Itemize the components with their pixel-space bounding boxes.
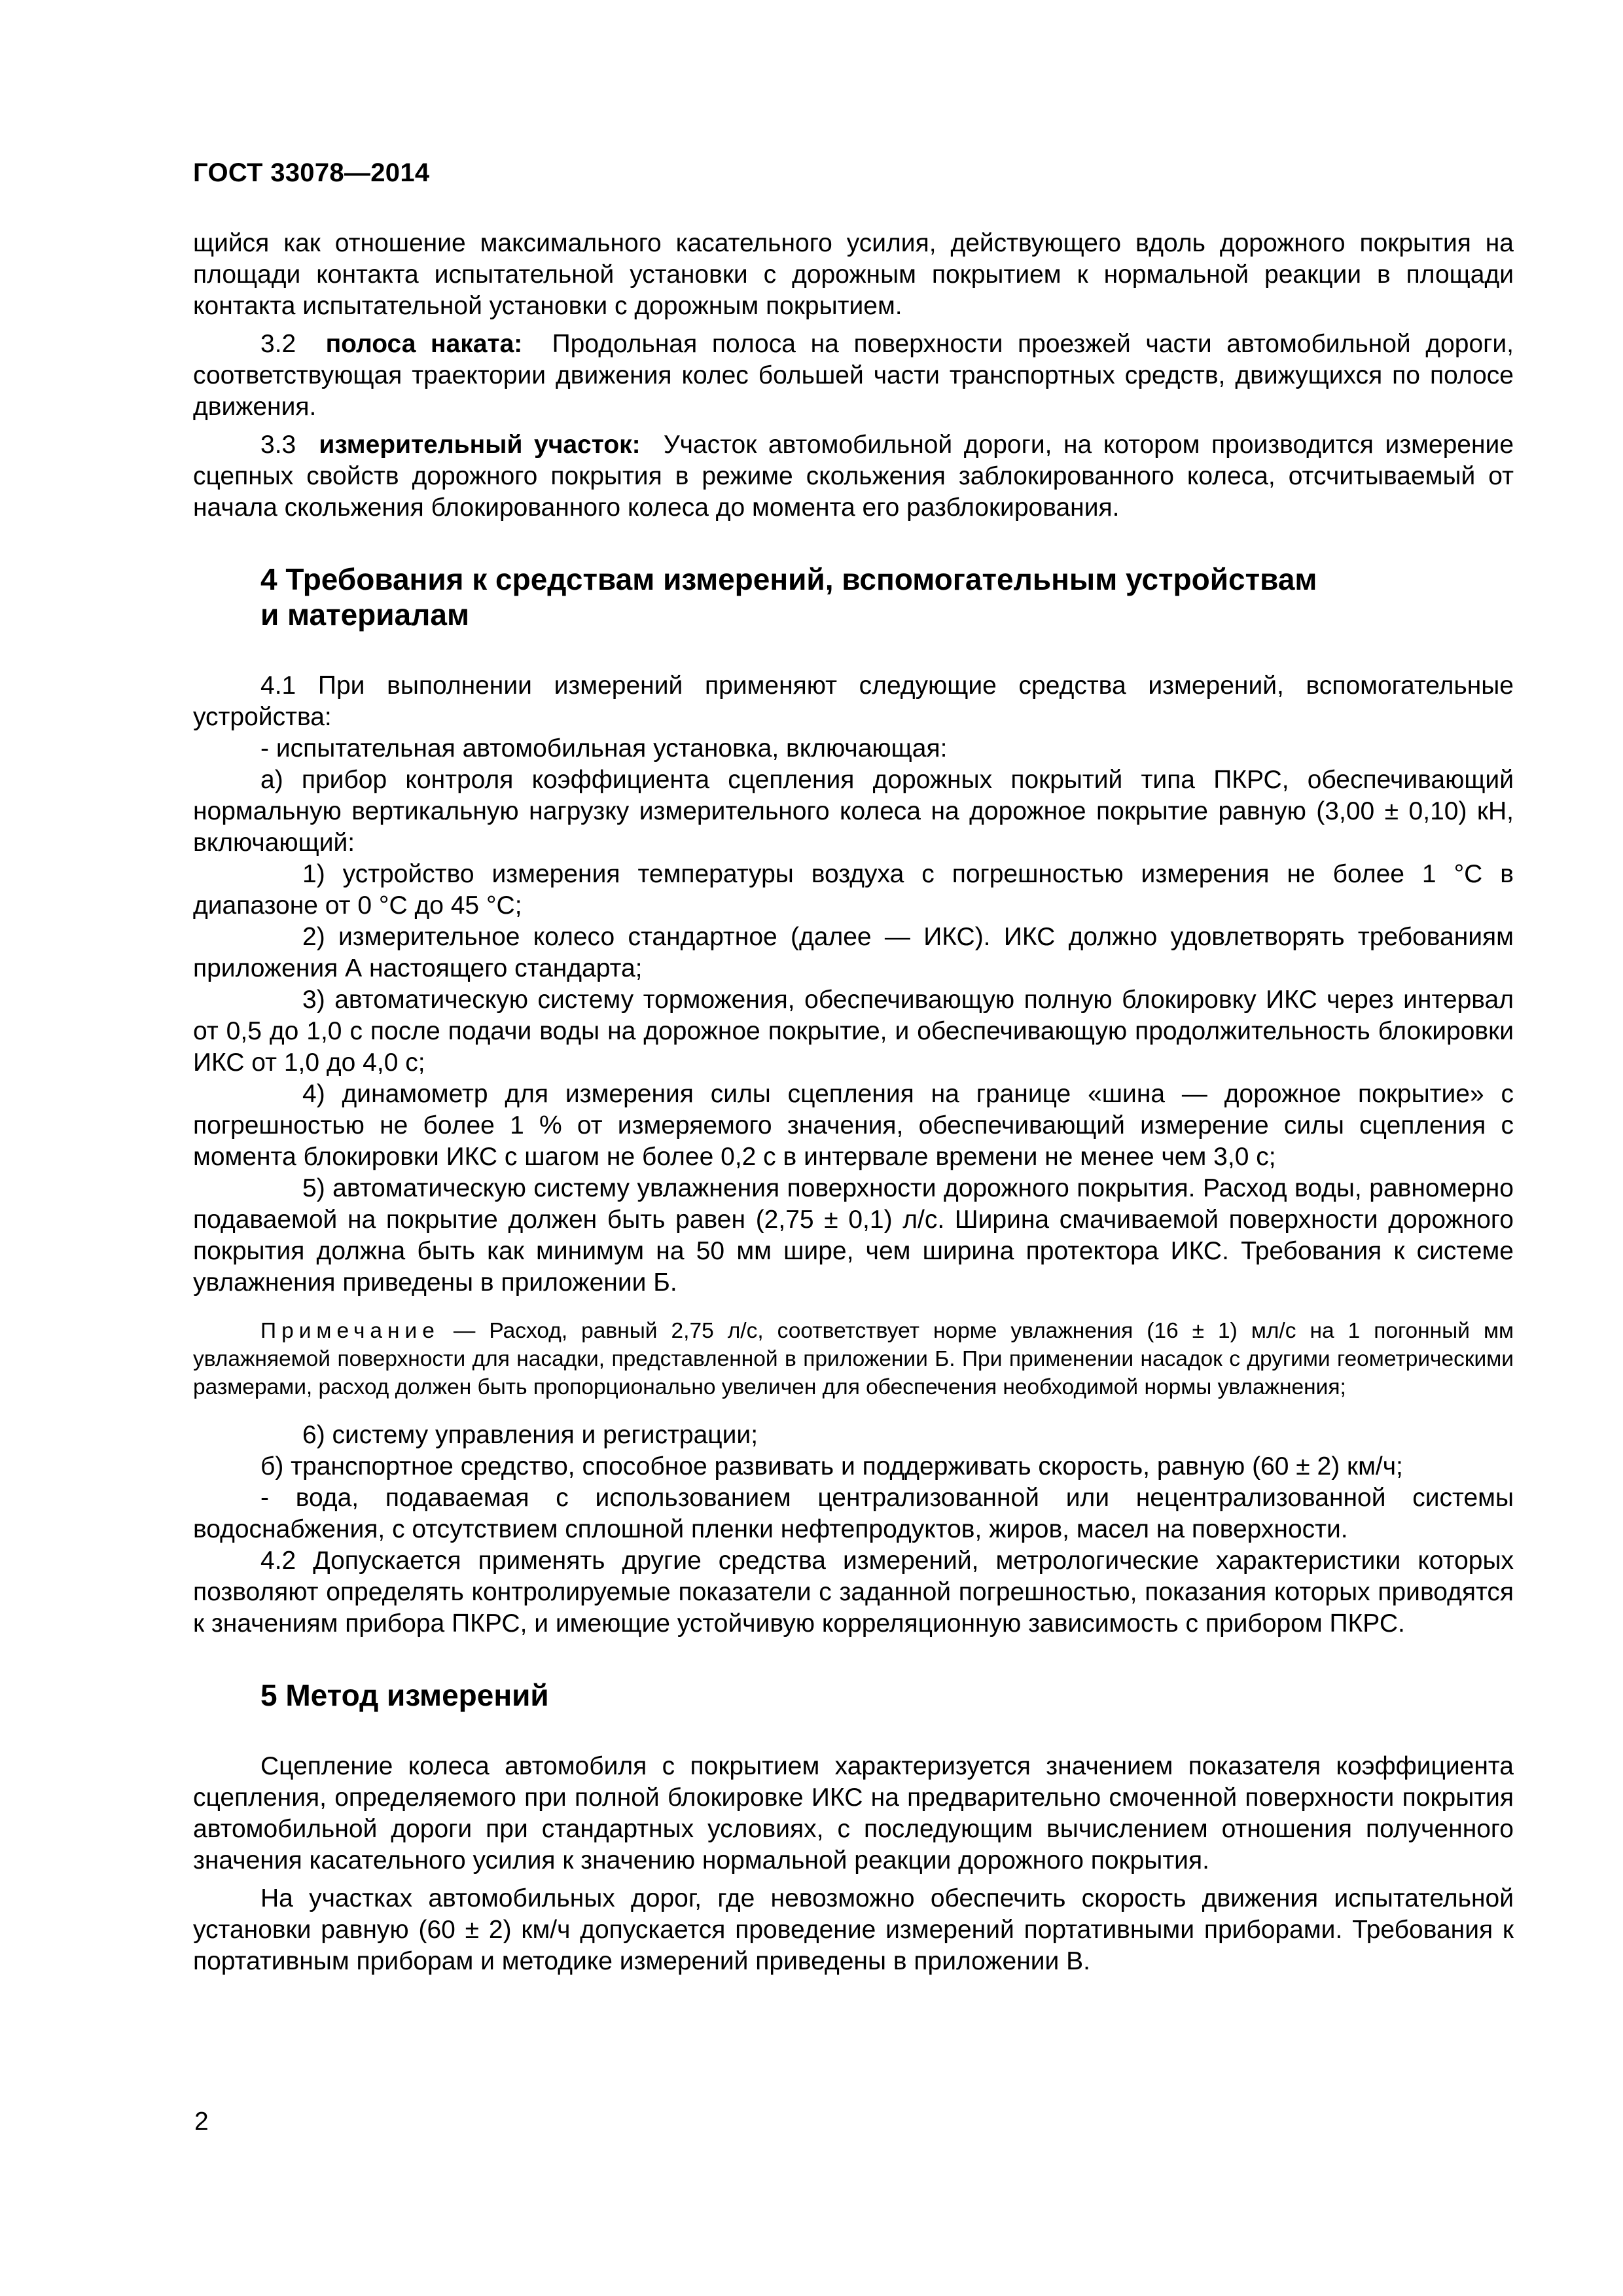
- paragraph-5-1: Сцепление колеса автомобиля с покрытием характеризуется значением показателя коэффициента сцепления, определяемого при полной блокировке ИКС на предварительно смоченной поверхности покрытия автомобильной дороги при стандартных условиях, с последующим вычислением отношения полученного значения касательного усилия к значению нормальной реакции дорожного покрытия.: [193, 1752, 1514, 1874]
- list-item-a: а) прибор контроля коэффициента сцепления дорожных покрытий типа ПКРС, обеспечивающий нормальную вертикальную нагрузку измерительного колеса на дорожное покрытие равную (3,00 ± 0,10) кН, включающий:: [193, 766, 1514, 857]
- clause-number: 3.3: [260, 431, 296, 459]
- standard-header: ГОСТ 33078—2014: [193, 158, 430, 187]
- term-definition: Продольная полоса на поверхности проезжей части автомобильной дороги, соответствующая траектории движения колес большей части транспортных средств, движущихся по полосе движения.: [193, 330, 1514, 421]
- section-5-heading: 5 Метод измерений: [260, 1678, 549, 1712]
- paragraph-3-3: [193, 429, 1514, 524]
- list-item-2: 2) измерительное колесо стандартное (далее — ИКС). ИКС должно удовлетворять требованиям приложения А настоящего стандарта;: [193, 923, 1514, 982]
- paragraph-3-2: [193, 329, 1514, 423]
- list-item-5: 5) автоматическую систему увлажнения поверхности дорожного покрытия. Расход воды, равномерно подаваемой на покрытие должен быть равен (2,75 ± 0,1) л/с. Ширина смачиваемой поверхности дорожного покрытия должна быть как минимум на 50 мм шире, чем ширина протектора ИКС. Требования к системе увлажнения приведены в приложении Б.: [193, 1174, 1514, 1297]
- paragraph-continuation: щийся как отношение максимального касательного усилия, действующего вдоль дорожного покрытия на площади контакта испытательной установки с дорожным покрытием к нормальной реакции в площади контакта испытательной установки с дорожным покрытием.: [193, 229, 1514, 320]
- page-body: [193, 228, 1514, 1977]
- list-item-dash: - вода, подаваемая с использованием централизованной или нецентрализованной системы водоснабжения, с отсутствием сплошной пленки нефтепродуктов, жиров, масел на поверхности.: [193, 1484, 1514, 1543]
- list-item-3: 3) автоматическую систему торможения, обеспечивающую полную блокировку ИКС через интервал от 0,5 до 1,0 с после подачи воды на дорожное покрытие, и обеспечивающую продолжительность блокировки ИКС от 1,0 до 4,0 с;: [193, 986, 1514, 1077]
- page-number: 2: [194, 2108, 209, 2136]
- paragraph-5-2: На участках автомобильных дорог, где невозможно обеспечить скорость движения испытательной установки равную (60 ± 2) км/ч допускается проведение измерений портативными приборами. Требования к портативным приборам и методике измерений приведены в приложении В.: [193, 1884, 1514, 1975]
- list-item-dash: - испытательная автомобильная установка, включающая:: [260, 734, 948, 762]
- list-item-b: б) транспортное средство, способное развивать и поддерживать скорость, равную (60 ± 2) км/ч;: [260, 1452, 1403, 1480]
- note-label: Примечание: [260, 1319, 440, 1343]
- section-4-heading: [260, 562, 1514, 632]
- list-item-4: 4) динамометр для измерения силы сцепления на границе «шина — дорожное покрытие» с погрешностью не более 1 % от измеряемого значения, обеспечивающий измерение силы сцепления с момента блокировки ИКС с шагом не более 0,2 с в интервале времени не менее чем 3,0 с;: [193, 1080, 1514, 1171]
- paragraph-4-2: 4.2 Допускается применять другие средства измерений, метрологические характеристики которых позволяют определять контролируемые показатели с заданной погрешностью, показания которых приводятся к значениям прибора ПКРС, и имеющие устойчивую корреляционную зависимость с прибором ПКРС.: [193, 1547, 1514, 1638]
- note-block: [193, 1317, 1514, 1401]
- note-text: — Расход, равный 2,75 л/с, соответствует норме увлажнения (16 ± 1) мл/с на 1 погонный мм увлажняемой поверхности для насадки, представленной в приложении Б. При применении насадок с другими геометрическими размерами, расход должен быть пропорционально увеличен для обеспечения необходимой нормы увлажнения;: [193, 1319, 1514, 1399]
- term-definition: Участок автомобильной дороги, на котором производится измерение сцепных свойств дорожного покрытия в режиме скольжения заблокированного колеса, отсчитываемый от начала скольжения блокированного колеса до момента его разблокирования.: [193, 431, 1514, 522]
- term-bold: полоса наката:: [325, 330, 523, 358]
- paragraph-4-1: 4.1 При выполнении измерений применяют следующие средства измерений, вспомогательные устройства:: [193, 672, 1514, 731]
- heading-line-1: 4 Требования к средствам измерений, вспомогательным устройствам: [260, 562, 1317, 596]
- list-item-1: 1) устройство измерения температуры воздуха с погрешностью измерения не более 1 °С в диапазоне от 0 °С до 45 °С;: [193, 860, 1514, 920]
- term-bold: измерительный участок:: [319, 431, 641, 459]
- list-item-6: 6) систему управления и регистрации;: [302, 1421, 758, 1449]
- clause-number: 3.2: [260, 330, 296, 358]
- heading-line-2: и материалам: [260, 598, 469, 632]
